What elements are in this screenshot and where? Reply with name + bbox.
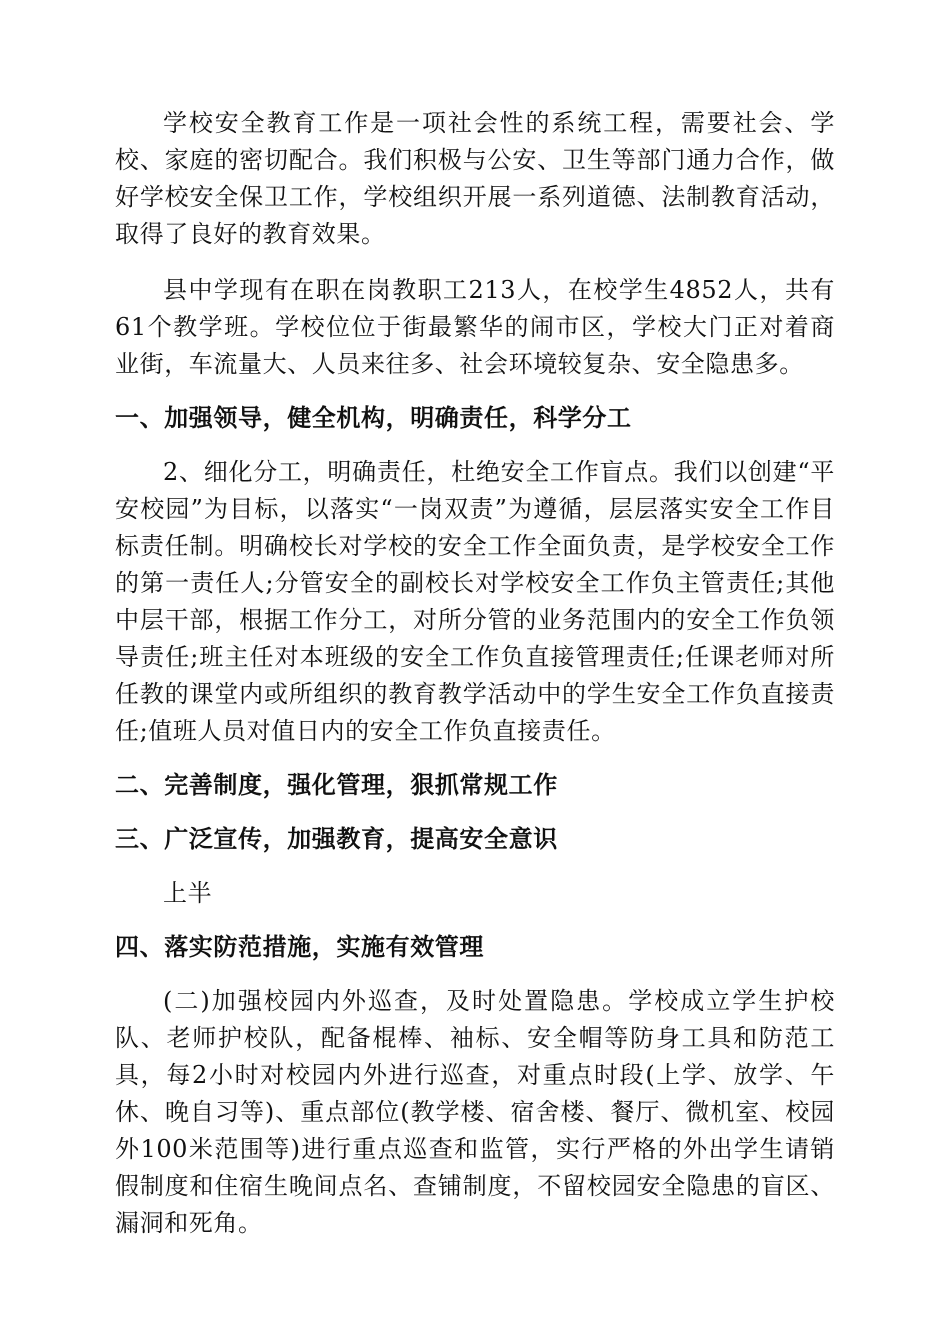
document-page [115, 105, 835, 1242]
paragraph-responsibility: 2、细化分工，明确责任，杜绝安全工作盲点。我们以创建“平安校园”为目标，以落实“一岗双责”为遵循，层层落实安全工作目标责任制。明确校长对学校的安全工作全面负责，是学校安全工作的第一责任人;分管安全的副校长对学校安全工作负主管责任;其他中层干部，根据工作分工，对所分管的业务范围内的安全工作负领导责任;班主任对本班级的安全工作负直接管理责任;任课老师对所任教的课堂内或所组织的教育教学活动中的学生安全工作负直接责任;值班人员对值日内的安全工作负直接责任。 [115, 458, 835, 745]
section-heading-1: 一、加强领导，健全机构，明确责任，科学分工 [115, 404, 632, 432]
section-heading-2: 二、完善制度，强化管理，狠抓常规工作 [115, 771, 558, 799]
paragraph-school-overview: 县中学现有在职在岗教职工213人，在校学生4852人，共有61个教学班。学校位位于街最繁华的闹市区，学校大门正对着商业街，车流量大、人员来往多、社会环境较复杂、安全隐患多。 [115, 276, 835, 378]
paragraph-patrol: (二)加强校园内外巡查，及时处置隐患。学校成立学生护校队、老师护校队，配备棍棒、袖标、安全帽等防身工具和防范工具，每2小时对校园内外进行巡查，对重点时段(上学、放学、午休、晚自习等)、重点部位(教学楼、宿舍楼、餐厅、微机室、校园外100米范围等)进行重点巡查和监管，实行严格的外出学生请销假制度和住宿生晚间点名、查铺制度，不留校园安全隐患的盲区、漏洞和死角。 [115, 987, 835, 1237]
paragraph-intro: 学校安全教育工作是一项社会性的系统工程，需要社会、学校、家庭的密切配合。我们积极与公安、卫生等部门通力合作，做好学校安全保卫工作，学校组织开展一系列道德、法制教育活动，取得了良好的教育效果。 [115, 109, 835, 248]
section-heading-4: 四、落实防范措施，实施有效管理 [115, 933, 484, 961]
paragraph-fragment: 上半 [163, 879, 213, 907]
section-heading-3: 三、广泛宣传，加强教育，提高安全意识 [115, 825, 558, 853]
